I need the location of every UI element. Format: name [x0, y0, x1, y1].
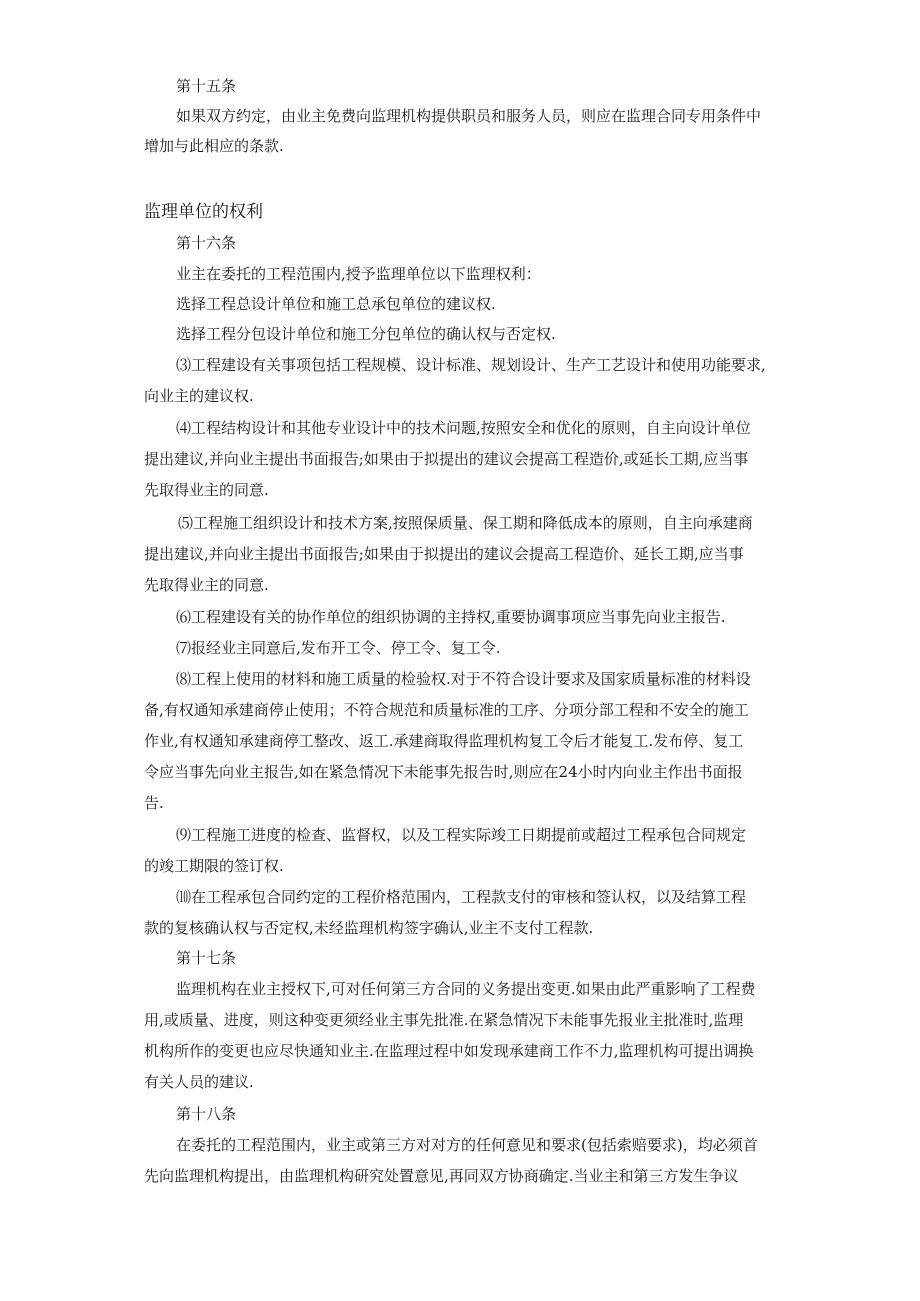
- article-16-item-2: 选择工程分包设计单位和施工分包单位的确认权与否定权.: [176, 325, 556, 343]
- article-17-line: 用,或质量、进度，则这种变更须经业主事先批准.在紧急情况下未能事先报业主批准时,监理: [144, 1011, 744, 1029]
- article-16-item-8: ⑻工程上使用的材料和施工质量的检验权.对于不符合设计要求及国家质量标准的材料设: [176, 670, 751, 688]
- article-18-title: 第十八条: [176, 1105, 237, 1123]
- article-16-item-5-cont: 提出建议,并向业主提出书面报告;如果由于拟提出的建议会提高工程造价、延长工期,应当事: [144, 545, 744, 563]
- article-16-item-4: ⑷工程结构设计和其他专业设计中的技术问题,按照安全和优化的原则，自主向设计单位: [176, 419, 751, 437]
- article-18-line: 先向监理机构提出，由监理机构研究处置意见,再同双方协商确定.当业主和第三方发生争议: [144, 1167, 739, 1185]
- article-16-item-4-cont: 提出建议,并向业主提出书面报告;如果由于拟提出的建议会提高工程造价,或延长工期,应当事: [144, 450, 749, 468]
- article-17-title: 第十七条: [176, 949, 237, 967]
- article-17-line: 有关人员的建议.: [144, 1073, 254, 1091]
- article-15-line: 如果双方约定，由业主免费向监理机构提供职员和服务人员，则应在监理合同专用条件中: [176, 107, 762, 125]
- section-heading: 监理单位的权利: [144, 202, 263, 222]
- article-16-item-10: ⑽在工程承包合同约定的工程价格范围内，工程款支付的审核和签认权，以及结算工程: [176, 888, 747, 906]
- article-16-item-3: ⑶工程建设有关事项包括工程规模、设计标准、规划设计、生产工艺设计和使用功能要求,: [176, 356, 766, 374]
- article-16-item-5-cont: 先取得业主的同意.: [144, 576, 269, 594]
- article-16-item-6: ⑹工程建设有关的协作单位的组织协调的主持权,重要协调事项应当事先向业主报告.: [176, 608, 726, 626]
- article-16-title: 第十六条: [176, 234, 237, 252]
- article-16-item-8-cont: 告.: [144, 794, 164, 812]
- article-16-item-7: ⑺报经业主同意后,发布开工令、停工令、复工令.: [176, 639, 501, 657]
- article-16-item-1: 选择工程总设计单位和施工总承包单位的建议权.: [176, 295, 496, 313]
- article-17-line: 监理机构在业主授权下,可对任何第三方合同的义务提出变更.如果由此严重影响了工程费: [176, 980, 756, 998]
- article-16-item-8-cont: 备,有权通知承建商停止使用；不符合规范和质量标准的工序、分项分部工程和不安全的施工: [144, 701, 749, 719]
- article-16-item-9-cont: 的竣工期限的签订权.: [144, 857, 284, 875]
- article-16-item-9: ⑼工程施工进度的检查、监督权，以及工程实际竣工日期提前或超过工程承包合同规定: [176, 826, 747, 844]
- article-16-item-3-cont: 向业主的建议权.: [144, 387, 254, 405]
- article-16-item-8-cont: 作业,有权通知承建商停工整改、返工.承建商取得监理机构复工令后才能复工.发布停、复工: [144, 732, 744, 750]
- article-16-item-5: ⑸工程施工组织设计和技术方案,按照保质量、保工期和降低成本的原则，自主向承建商: [178, 514, 753, 532]
- article-16-item-8-cont: 令应当事先向业主报告,如在紧急情况下未能事先报告时,则应在24小时内向业主作出书面报: [144, 763, 743, 781]
- article-16-intro: 业主在委托的工程范围内,授予监理单位以下监理权利：: [176, 265, 541, 283]
- article-16-item-10-cont: 款的复核确认权与否定权,未经监理机构签字确认,业主不支付工程款.: [144, 919, 594, 937]
- article-16-item-4-cont: 先取得业主的同意.: [144, 481, 269, 499]
- article-15-title: 第十五条: [176, 77, 237, 95]
- article-18-line: 在委托的工程范围内，业主或第三方对对方的任何意见和要求(包括索赔要求)，均必须首: [176, 1136, 758, 1154]
- article-15-line: 增加与此相应的条款.: [144, 137, 284, 155]
- article-17-line: 机构所作的变更也应尽快通知业主.在监理过程中如发现承建商工作不力,监理机构可提出调换: [144, 1042, 754, 1060]
